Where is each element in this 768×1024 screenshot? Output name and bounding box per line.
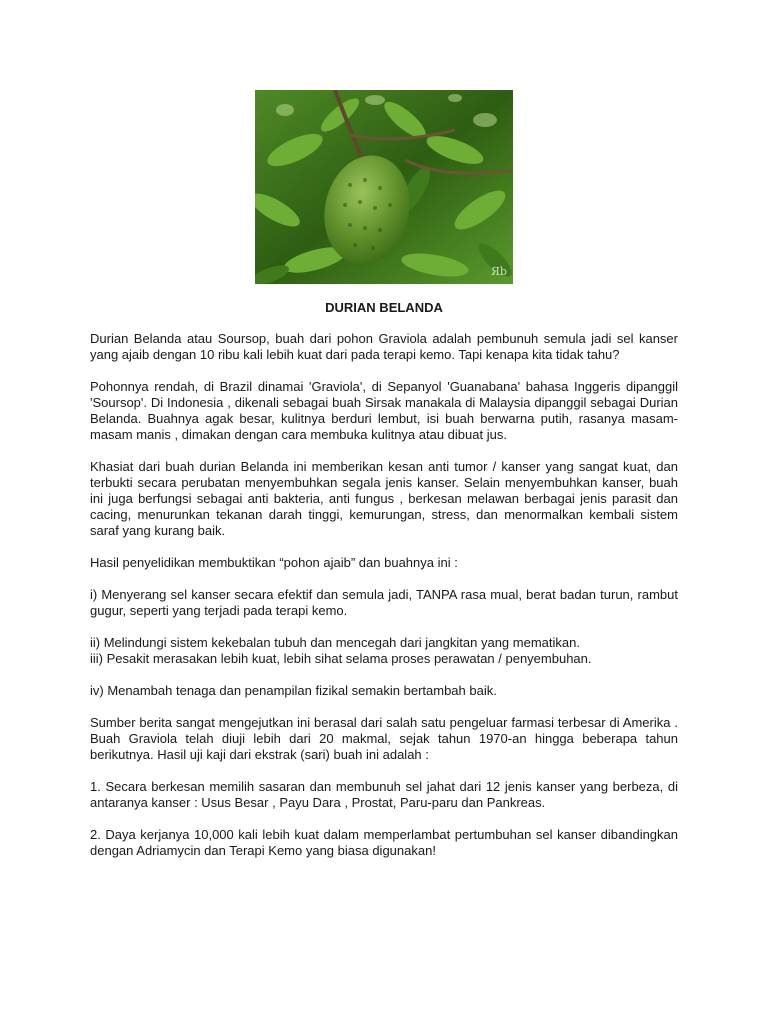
result-item-2: 2. Daya kerjanya 10,000 kali lebih kuat dalam memperlambat pertumbuhan sel kanser dibandingkan dengan Adriamycin dan Terapi Kemo yang biasa digunakan! xyxy=(90,827,678,858)
list-item-i: i) Menyerang sel kanser secara efektif dan semula jadi, TANPA rasa mual, berat badan turun, rambut gugur, seperti yang terjadi pada terapi kemo. xyxy=(90,587,678,618)
paragraph-benefits: Khasiat dari buah durian Belanda ini memberikan kesan anti tumor / kanser yang sangat kuat, dan terbukti secara perubatan menyembuhkan segala jenis kanser. Selain menyembuhkan kanser, buah ini juga berfungsi sebagai anti bakteria, anti fungus , berkesan melawan berbagai jenis parasit dan cacing, menurunkan tekanan darah tinggi, kemurungan, stress, dan menormalkan kembali sistem saraf yang kurang baik. xyxy=(90,459,678,538)
soursop-photo xyxy=(255,90,513,284)
article-body xyxy=(90,331,678,875)
paragraph-tree: Pohonnya rendah, di Brazil dinamai 'Graviola', di Sepanyol 'Guanabana' bahasa Inggeris dipanggil 'Soursop'. Di Indonesia , dikenali sebagai buah Sirsak manakala di Malaysia dipanggil sebagai Durian Belanda. Buahnya agak besar, kulitnya berduri lembut, isi buah berwarna putih, rasanya masam-masam manis , dimakan dengan cara membuka kulitnya atau dibuat jus. xyxy=(90,379,678,442)
page-title: DURIAN BELANDA xyxy=(325,300,443,315)
list-item-iv: iv) Menambah tenaga dan penampilan fizikal semakin bertambah baik. xyxy=(90,683,497,698)
paragraph-intro: Durian Belanda atau Soursop, buah dari pohon Graviola adalah pembunuh semula jadi sel kanser yang ajaib dengan 10 ribu kali lebih kuat dari pada terapi kemo. Tapi kenapa kita tidak tahu? xyxy=(90,331,678,362)
paragraph-source: Sumber berita sangat mengejutkan ini berasal dari salah satu pengeluar farmasi terbesar di Amerika . Buah Graviola telah diuji lebih dari 20 makmal, sejak tahun 1970-an hingga beberapa tahun berikutnya. Hasil uji kaji dari ekstrak (sari) buah ini adalah : xyxy=(90,715,678,762)
list-item-ii: ii) Melindungi sistem kekebalan tubuh dan mencegah dari jangkitan yang mematikan. xyxy=(90,635,580,650)
result-item-1: 1. Secara berkesan memilih sasaran dan membunuh sel jahat dari 12 jenis kanser yang berbeza, di antaranya kanser : Usus Besar , Payu Dara , Prostat, Paru-paru dan Pankreas. xyxy=(90,779,678,810)
list-item-iii: iii) Pesakit merasakan lebih kuat, lebih sihat selama proses perawatan / penyembuhan. xyxy=(90,651,592,666)
photo-watermark: Яb xyxy=(491,265,507,278)
paragraph-research: Hasil penyelidikan membuktikan “pohon ajaib” dan buahnya ini : xyxy=(90,555,458,570)
